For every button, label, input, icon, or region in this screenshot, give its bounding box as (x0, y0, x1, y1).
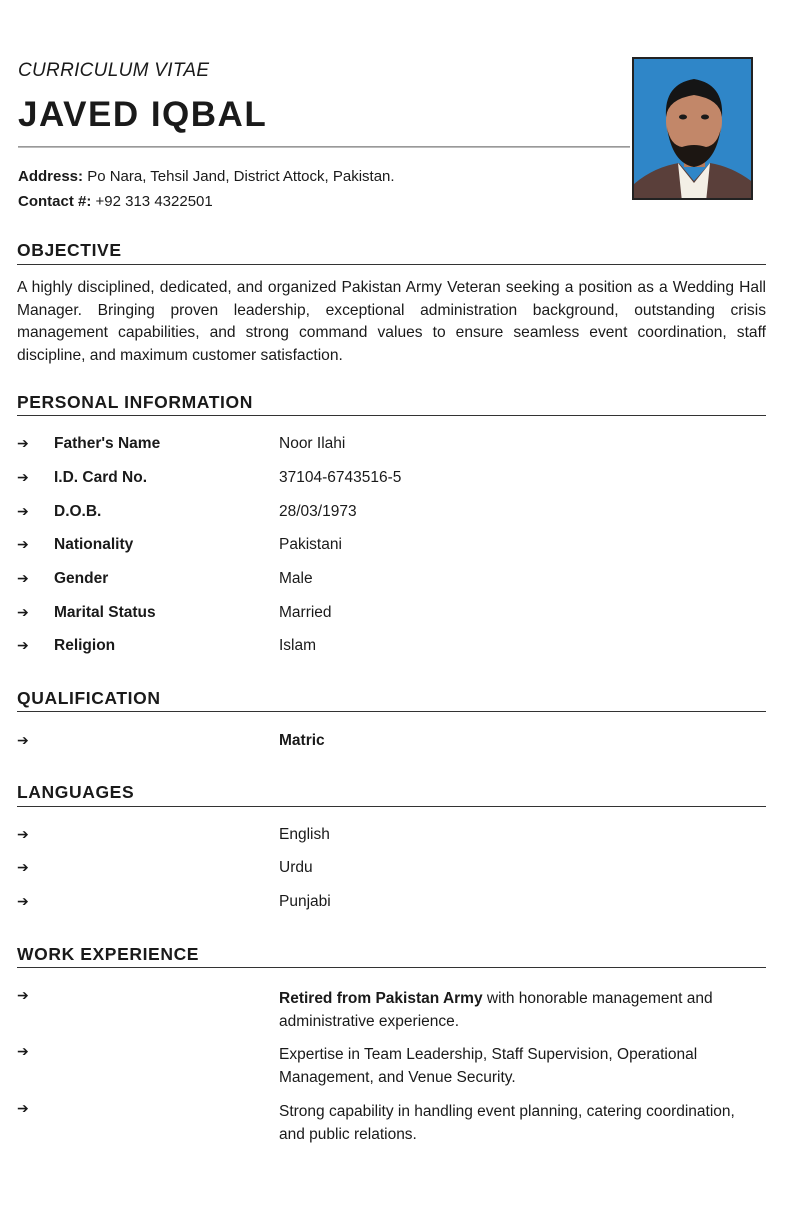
personal-row-id-card (17, 469, 766, 491)
work-item-bold: Retired from Pakistan Army (279, 990, 483, 1007)
address-label: Address: (18, 168, 84, 185)
address-value: Po Nara, Tehsil Jand, District Attock, Pakistan. (87, 168, 395, 185)
work-experience-divider (17, 967, 766, 968)
phone-label: Contact #: (18, 193, 92, 210)
personal-row-religion (17, 637, 766, 659)
contact-address (18, 168, 395, 185)
objective-heading: OBJECTIVE (17, 240, 122, 260)
arrow-icon: ➔ (17, 570, 29, 586)
personal-info-heading: PERSONAL INFORMATION (17, 392, 253, 412)
personal-row-fathers-name (17, 435, 766, 457)
qualification-item (17, 732, 766, 754)
work-item-text (279, 987, 759, 1033)
field-value: Pakistani (279, 536, 342, 553)
arrow-icon: ➔ (17, 893, 29, 909)
work-item-rest: Expertise in Team Leadership, Staff Supervision, Operational Management, and Venue Security. (279, 1046, 698, 1086)
field-label: I.D. Card No. (54, 469, 148, 486)
field-label: Marital Status (54, 604, 156, 621)
language-item (17, 893, 766, 915)
work-item-text (279, 1043, 759, 1089)
arrow-icon: ➔ (17, 435, 29, 451)
phone-value: +92 313 4322501 (95, 193, 213, 210)
profile-photo-image (634, 59, 753, 200)
work-experience-heading: WORK EXPERIENCE (17, 944, 200, 964)
field-label: Religion (54, 637, 116, 654)
field-label: D.O.B. (54, 503, 102, 520)
language-item (17, 826, 766, 848)
field-value: 37104-6743516-5 (279, 469, 402, 486)
arrow-icon: ➔ (17, 987, 29, 1003)
language-value: English (279, 826, 330, 843)
profile-photo (632, 57, 753, 200)
work-item-rest: Strong capability in handling event planning, catering coordination, and public relations. (279, 1103, 735, 1143)
cv-name: JAVED IQBAL (18, 95, 268, 134)
qualification-divider (17, 711, 766, 712)
arrow-icon: ➔ (17, 604, 29, 620)
arrow-icon: ➔ (17, 637, 29, 653)
field-label: Nationality (54, 536, 134, 553)
qualification-heading: QUALIFICATION (17, 688, 161, 708)
field-label: Gender (54, 570, 109, 587)
arrow-icon: ➔ (17, 826, 29, 842)
cv-pretitle: CURRICULUM VITAE (18, 60, 210, 81)
personal-row-nationality (17, 536, 766, 558)
personal-row-marital-status (17, 604, 766, 626)
field-value: Married (279, 604, 332, 621)
arrow-icon: ➔ (17, 1043, 29, 1059)
personal-info-divider (17, 415, 766, 416)
qualification-value: Matric (279, 732, 325, 749)
field-value: Islam (279, 637, 317, 654)
field-value: Male (279, 570, 313, 587)
field-value: Noor Ilahi (279, 435, 346, 452)
language-value: Punjabi (279, 893, 331, 910)
arrow-icon: ➔ (17, 536, 29, 552)
arrow-icon: ➔ (17, 732, 29, 748)
field-label: Father's Name (54, 435, 161, 452)
language-item (17, 859, 766, 881)
contact-phone (18, 193, 213, 210)
language-value: Urdu (279, 859, 313, 876)
objective-text: A highly disciplined, dedicated, and organized Pakistan Army Veteran seeking a position as a Wedding Hall Manager. Bringing proven leadership, exceptional administration background, outstanding crisis management capabilities, and strong command values to ensure seamless event coordination, staff discipline, and maximum customer satisfaction. (17, 279, 766, 365)
languages-divider (17, 806, 766, 807)
arrow-icon: ➔ (17, 469, 29, 485)
objective-divider (17, 264, 766, 265)
arrow-icon: ➔ (17, 503, 29, 519)
personal-row-dob (17, 503, 766, 525)
field-value: 28/03/1973 (279, 503, 357, 520)
arrow-icon: ➔ (17, 859, 29, 875)
work-item-text (279, 1100, 759, 1146)
header-divider (18, 146, 630, 148)
personal-row-gender (17, 570, 766, 592)
arrow-icon: ➔ (17, 1100, 29, 1116)
languages-heading: LANGUAGES (17, 782, 135, 802)
work-item-rest: with honorable management and administrative experience. (279, 990, 713, 1030)
